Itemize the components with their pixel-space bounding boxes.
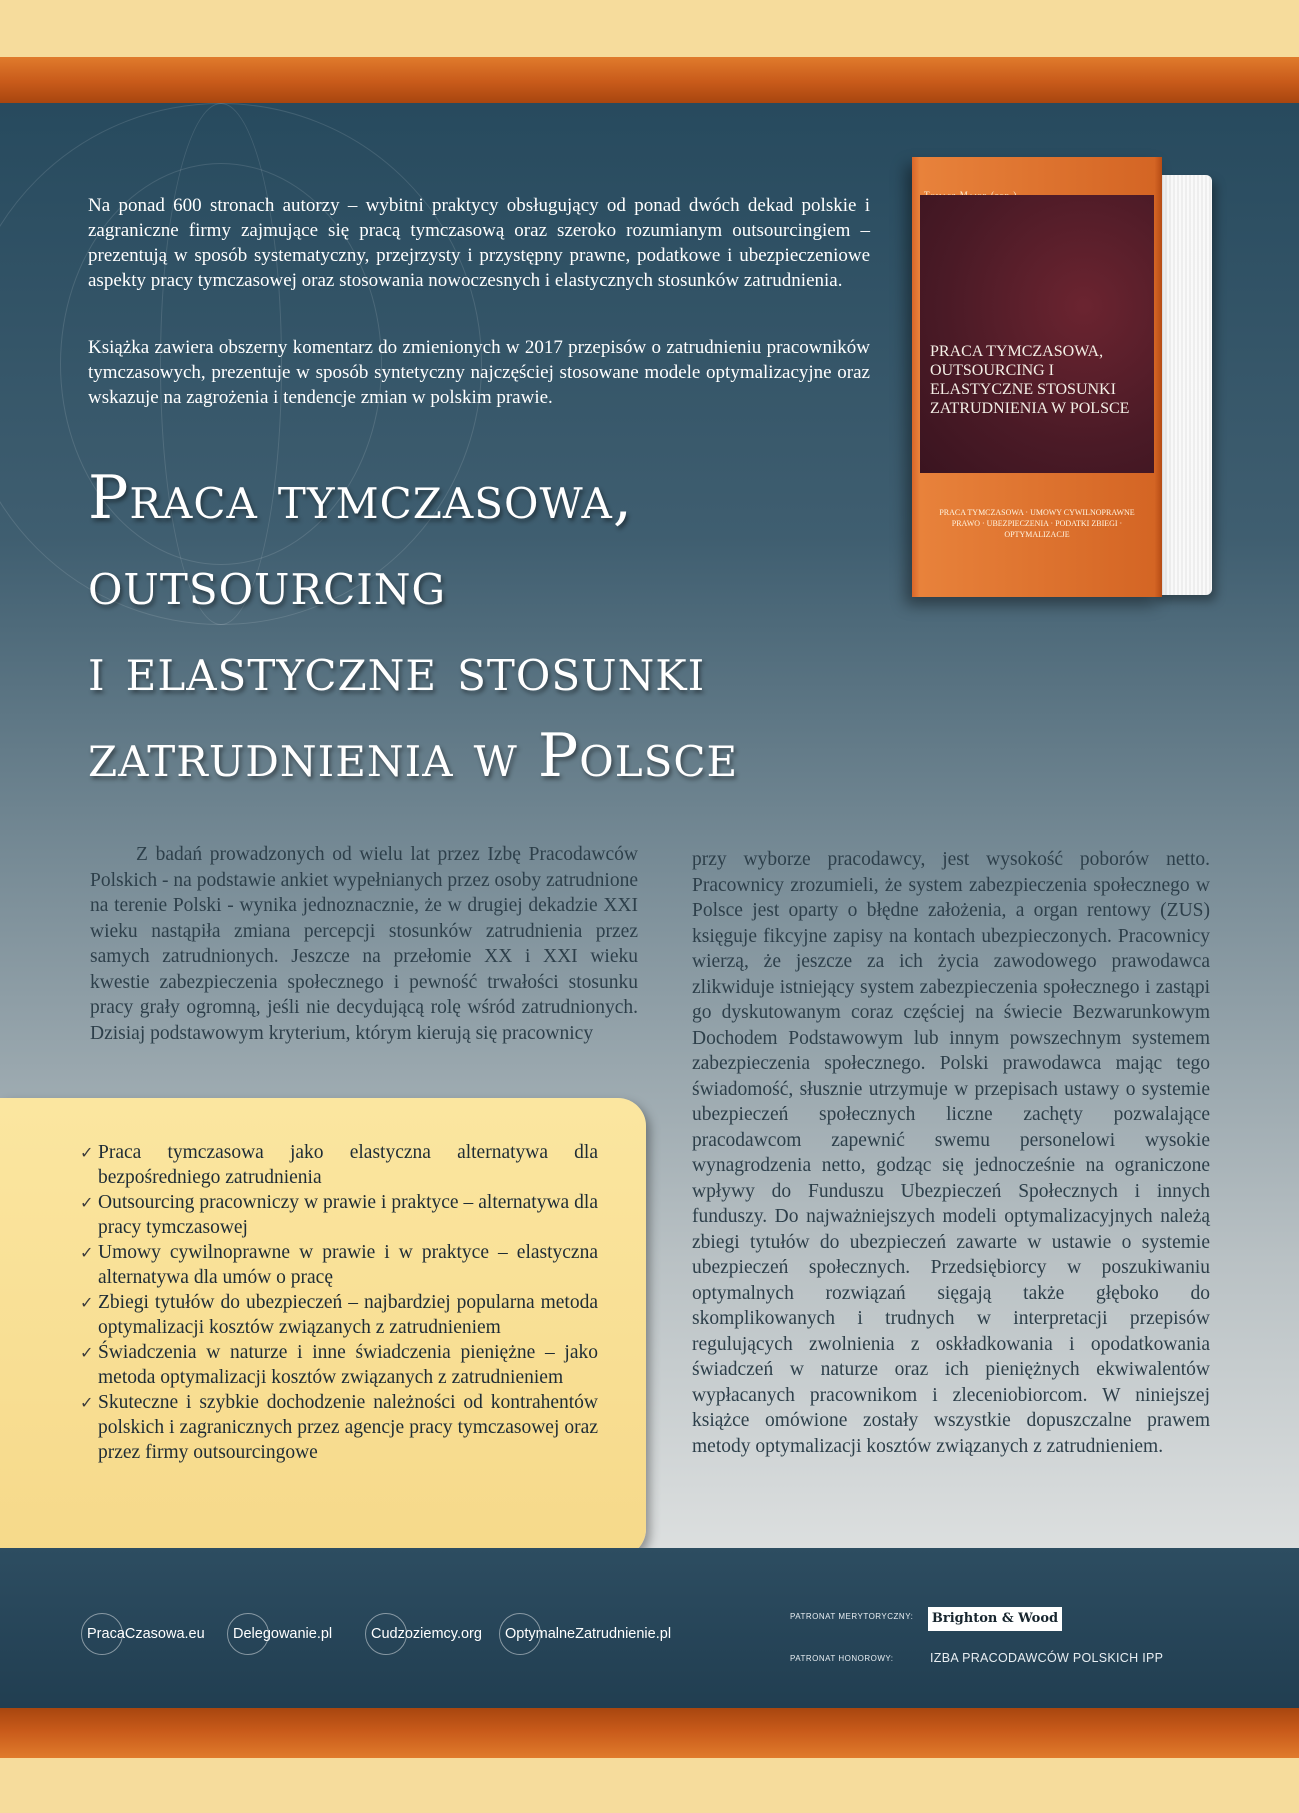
feature-item: ✓ Świadczenia w naturze i inne świadczenia pieniężne – jako metoda optymalizacji kosztów związanych z zatrudnieniem: [80, 1342, 598, 1388]
feature-item: ✓ Umowy cywilnoprawne w prawie i w praktyce – elastyczna alternatywa dla umów o pracę: [80, 1242, 598, 1288]
checkmark-icon: ✓: [80, 1393, 94, 1412]
site-link-optymalnezatrudnienie[interactable]: OptymalneZatrudnienie.pl: [505, 1617, 671, 1651]
feature-item: ✓ Zbiegi tytułów do ubezpieczeń – najbardziej popularna metoda optymalizacji kosztów związanych z zatrudnieniem: [80, 1292, 598, 1338]
body-column-left: Z badań prowadzonych od wielu lat przez Izbę Pracodawców Polskich - na podstawie ankiet wypełnianych przez osoby zatrudnione na terenie Polski - wynika jednoznacznie, że w drugiej dekadzie XXI wieku nastąpiła zmiana percepcji stosunków zatrudnienia przez samych zatrudnionych. Jeszcze na przełomie XX i XXI wieku kwestie zabezpieczenia społecznego i pewność trwałości stosunku pracy grały ogromną, jeśli nie decydującą rolę wśród zatrudnionych. Dzisiaj podstawowym kryterium, którym kierują się pracownicy: [90, 844, 639, 1044]
feature-list: [80, 1140, 598, 1465]
patronat-merytoryczny-label: PATRONAT MERYTORYCZNY:: [790, 1612, 914, 1621]
book-title: PRACA TYMCZASOWA, OUTSOURCING I ELASTYCZNE STOSUNKI ZATRUDNIENIA W POLSCE: [930, 343, 1130, 417]
intro-paragraph-2: Książka zawiera obszerny komentarz do zmienionych w 2017 przepisów o zatrudnieniu pracowników tymczasowych, prezentuje w sposób syntetyczny najczęściej stosowane modele optymalizacyjne oraz wskazuje na zagrożenia i tendencje zmian w polskim prawie.: [88, 337, 870, 408]
top-orange-bar: [0, 57, 1299, 103]
title-line-3: i elastyczne stosunki: [88, 635, 706, 705]
book-cover-panel: [920, 195, 1154, 473]
bottom-orange-bar: [0, 1708, 1299, 1758]
title-line-4: zatrudnienia w Polsce: [88, 721, 739, 791]
title-line-1: Praca tymczasowa,: [88, 463, 633, 533]
feature-item: ✓ Praca tymczasowa jako elastyczna alternatywa dla bezpośredniego zatrudnienia: [80, 1142, 598, 1188]
checkmark-icon: ✓: [80, 1243, 94, 1262]
site-link-pracaczasowa[interactable]: PracaCzasowa.eu: [87, 1617, 205, 1651]
checkmark-icon: ✓: [80, 1293, 94, 1312]
patronat-honorowy-label: PATRONAT HONOROWY:: [790, 1654, 894, 1663]
page-title: [88, 455, 1288, 799]
site-link-cudzoziemcy[interactable]: Cudzoziemcy.org: [371, 1617, 482, 1651]
title-line-2: outsourcing: [88, 549, 447, 619]
intro-paragraph-1: Na ponad 600 stronach autorzy – wybitni praktycy obsługujący od ponad dwóch dekad polskie i zagraniczne firmy zajmujące się pracą tymczasową oraz szeroko rozumianym outsourcingiem – prezentują w sposób systematyczny, przejrzysty i przystępny prawne, podatkowe i ubezpieczeniowe aspekty pracy tymczasowej oraz stosowania nowoczesnych i elastycznych stosunków zatrudnienia.: [88, 195, 870, 291]
feature-checklist-box: [0, 1098, 646, 1557]
checkmark-icon: ✓: [80, 1343, 94, 1362]
body-column-right: przy wyborze pracodawcy, jest wysokość poborów netto. Pracownicy zrozumieli, że system zabezpieczenia społecznego w Polsce jest oparty o błędne założenia, a organ rentowy (ZUS) księguje fikcyjne zapisy na kontach ubezpieczonych. Pracownicy wierzą, że jeszcze za ich życia zawodowego prawodawca zlikwiduje istniejący system zabezpieczenia społecznego i zastąpi go dyskutowanym coraz częściej na świecie Bezwarunkowym Dochodem Podstawowym lub innym powszechnym systemem zabezpieczenia społecznego. Polski prawodawca mając tego świadomość, słusznie utrzymuje w przepisach ustawy o systemie ubezpieczeń społecznych liczne zachęty pozwalające pracodawcom zapewnić swemu personelowi wysokie wynagrodzenia netto, godząc się jednocześnie na ograniczone wpływy do Funduszu Ubezpieczeń Społecznych i innych funduszy. Do najważniejszych modeli optymalizacyjnych należą zbiegi tytułów do ubezpieczeń zawarte w ustawie o systemie ubezpieczeń społecznych. Przedsiębiorcy w poszukiwaniu optymalnych rozwiązań sięgają także głęboko do skomplikowanych i trudnych w interpretacji przepisów regulujących zwolnienia z oskładkowania i opodatkowania świadczeń w naturze oraz ich pieniężnych ekwiwalentów wypłacanych pracownikom i zleceniobiorcom. W niniejszej książce omówione zostały wszystkie dopuszczalne prawem metody optymalizacji kosztów związanych z zatrudnieniem.: [692, 849, 1210, 1457]
checkmark-icon: ✓: [80, 1143, 94, 1162]
feature-item: ✓ Outsourcing pracowniczy w prawie i praktyce – alternatywa dla pracy tymczasowej: [80, 1192, 598, 1238]
site-link-delegowanie[interactable]: Delegowanie.pl: [233, 1617, 332, 1651]
ipp-name: IZBA PRACODAWCÓW POLSKICH IPP: [930, 1651, 1164, 1665]
checkmark-icon: ✓: [80, 1193, 94, 1212]
feature-item: ✓ Skuteczne i szybkie dochodzenie należności od kontrahentów polskich i zagranicznych przez agencje pracy tymczasowej oraz przez firmy outsourcingowe: [80, 1392, 598, 1463]
book-subtitle: PRACA TYMCZASOWA · UMOWY CYWILNOPRAWNE PRAWO · UBEZPIECZENIA · PODATKI ZBIEGI · OPTYMALIZACJE: [939, 508, 1135, 539]
brighton-wood-logo: Brighton & Wood: [928, 1607, 1062, 1631]
